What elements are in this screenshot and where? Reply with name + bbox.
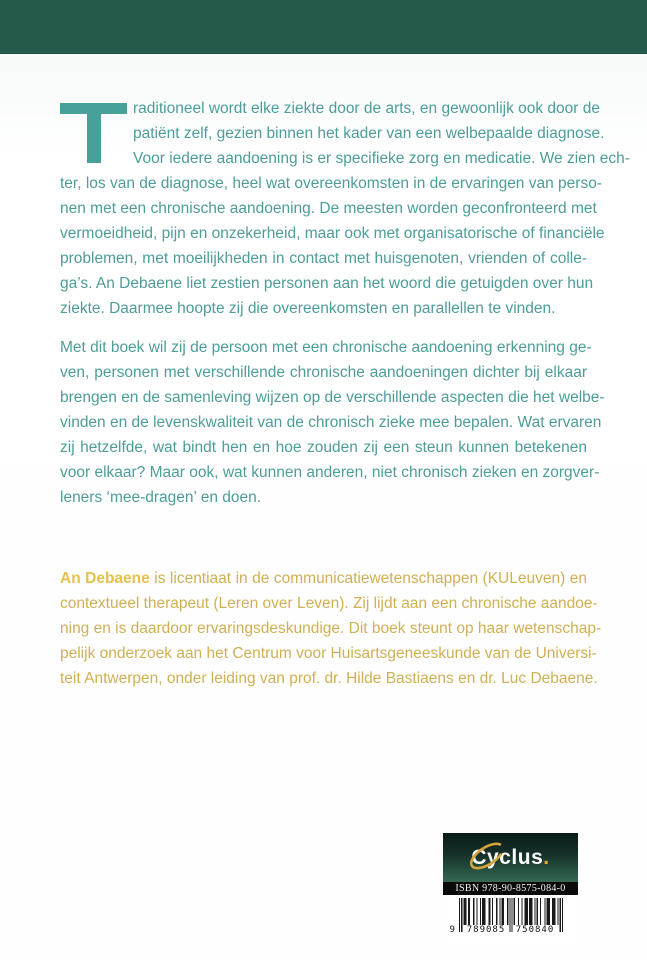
- publisher-logo-dot: .: [543, 846, 550, 869]
- text-line: ning en is daardoor ervaringsdeskundige. Dit boek steunt op haar wetenschap-: [60, 620, 602, 637]
- text-line: problemen, met moeilijkheden in contact met huisgenoten, vrienden of colle-: [60, 250, 587, 267]
- blurb-paragraph-1: [60, 96, 630, 321]
- author-bio: [60, 566, 602, 691]
- text-line: voor elkaar? Maar ook, wat kunnen anderen, niet chronisch zieken en zorgver-: [60, 464, 600, 481]
- publisher-block: [443, 833, 578, 945]
- text-line: Voor iedere aandoening is er specifieke zorg en medicatie. We zien ech-: [133, 150, 630, 167]
- text-line: brengen en de samenleving wijzen op de verschillende aspecten die het welbe-: [60, 389, 605, 406]
- text-line: ven, personen met verschillende chronische aandoeningen dichter bij elkaar: [60, 364, 587, 381]
- text-line: An Debaene is licentiaat in de communicatiewetenschappen (KULeuven) en: [60, 570, 587, 587]
- barcode-digit-first: 9: [449, 925, 455, 935]
- text-line: nen met een chronische aandoening. De meesten worden geconfronteerd met: [60, 200, 597, 217]
- text-line: teit Antwerpen, onder leiding van prof. dr. Hilde Bastiaens en dr. Luc Debaene.: [60, 670, 598, 687]
- text-line: ter, los van de diagnose, heel wat overeenkomsten in de ervaringen van perso-: [60, 175, 602, 192]
- blurb-paragraph-2: [60, 335, 605, 510]
- barcode-digits: [449, 924, 563, 936]
- barcode-area: [443, 895, 578, 945]
- isbn-label: ISBN 978-90-8575-084-0: [443, 882, 578, 895]
- text-line: vermoeidheid, pijn en onzekerheid, maar ook met organisatorische of financiële: [60, 225, 605, 242]
- barcode-digits-right: 750840: [515, 925, 555, 935]
- text-line: zij hetzelfde, wat bindt hen en hoe zouden zij een steun kunnen betekenen: [60, 439, 587, 456]
- barcode-digits-left: 789085: [466, 925, 506, 935]
- text-line: contextueel therapeut (Leren over Leven). Zij lijdt aan een chronische aandoe-: [60, 595, 598, 612]
- text-line: raditioneel wordt elke ziekte door de arts, en gewoonlijk ook door de: [133, 100, 600, 117]
- barcode: [449, 895, 563, 938]
- text-line: ga’s. An Debaene liet zestien personen aan het woord die getuigden over hun: [60, 275, 594, 292]
- top-color-band: [0, 0, 647, 54]
- text-line: ziekte. Daarmee hoopte zij die overeenkomsten en parallellen te vinden.: [60, 300, 556, 317]
- text-line: vinden en de levenskwaliteit van de chronisch zieke mee bepalen. Wat ervaren: [60, 414, 602, 431]
- text-line: Met dit boek wil zij de persoon met een chronische aandoening erkenning ge-: [60, 339, 592, 356]
- back-cover-blurb: [60, 96, 630, 510]
- publisher-logo-text: [443, 846, 578, 870]
- text-line: patiënt zelf, gezien binnen het kader van een welbepaalde diagnose.: [133, 125, 605, 142]
- publisher-name: Cyclus: [471, 846, 544, 869]
- text-line: pelijk onderzoek aan het Centrum voor Huisartsgeneeskunde van de Universi-: [60, 645, 597, 662]
- publisher-logo-area: [443, 833, 578, 882]
- text-line: leners ‘mee-dragen’ en doen.: [60, 489, 262, 506]
